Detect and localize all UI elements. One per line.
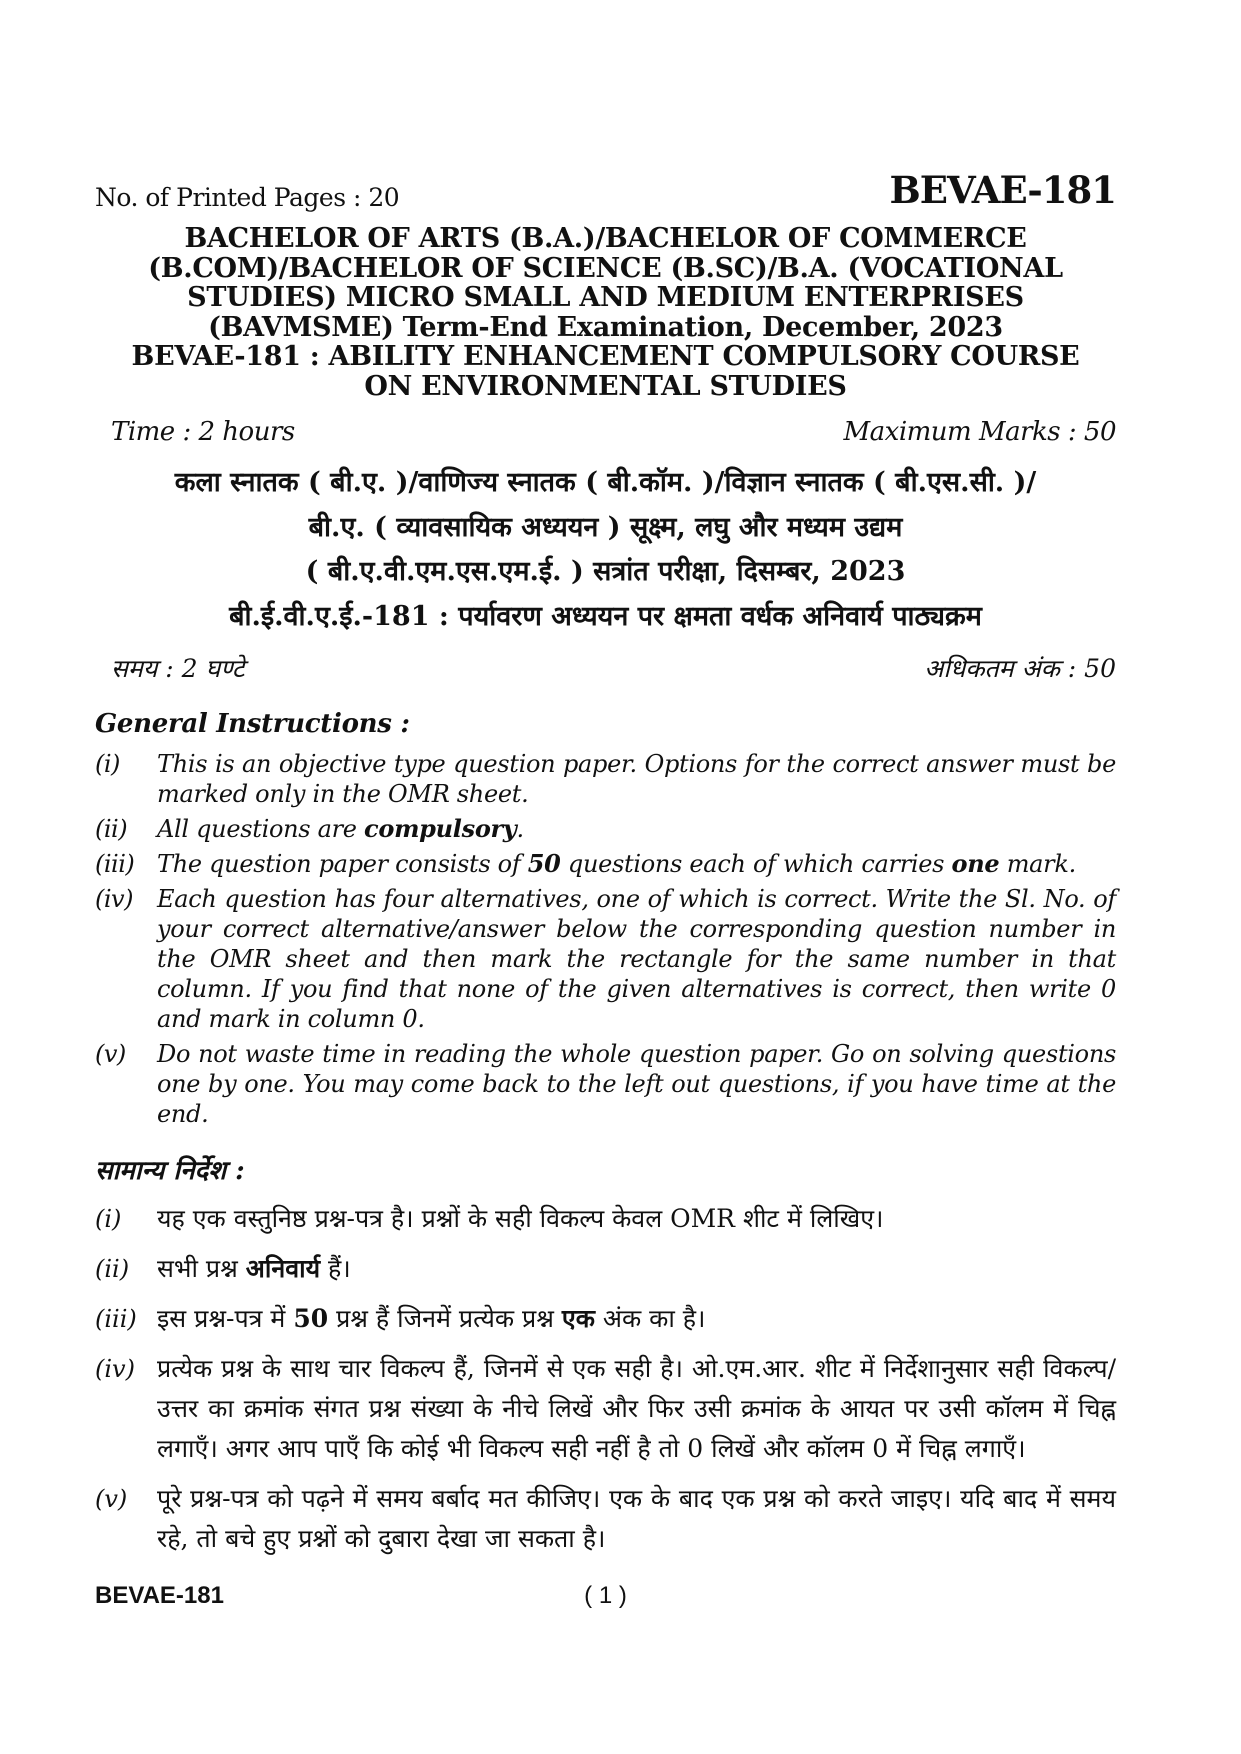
footer-paper-code: BEVAE-181 (95, 1582, 224, 1609)
instruction-segment: प्रश्न हैं जिनमें प्रत्येक प्रश्न (328, 1304, 562, 1333)
instruction-text (157, 814, 1116, 844)
instruction-item (95, 814, 1116, 844)
instruction-number: (ii) (95, 1255, 130, 1283)
general-instructions-heading: General Instructions : (95, 709, 410, 739)
instruction-number: (v) (95, 1040, 126, 1068)
instruction-segment: All questions are (157, 815, 365, 843)
instruction-segment: इस प्रश्न-पत्र में (157, 1304, 294, 1333)
instruction-item (95, 849, 1116, 879)
instruction-segment: प्रत्येक प्रश्न के साथ चार विकल्प हैं, जिनमें से एक सही है। ओ.एम.आर. शीट में निर्देशानुसार सही विकल्प/उत्तर का क्रमांक संगत प्रश्न संख्या के नीचे लिखें और फिर उसी क्रमांक के आयत पर उसी कॉलम में चिह्न लगाएँ। अगर आप पाएँ कि कोई भी विकल्प सही नहीं है तो 0 लिखें और कॉलम 0 में चिह्न लगाएँ। (157, 1354, 1116, 1463)
instruction-number: (i) (95, 1205, 122, 1233)
hindi-title-block (95, 461, 1116, 639)
maximum-marks-label: Maximum Marks : 50 (843, 417, 1116, 447)
instruction-number: (iii) (95, 850, 135, 878)
instruction-text (157, 749, 1116, 809)
instruction-text (157, 1039, 1116, 1129)
instruction-segment-bold: एक (561, 1304, 595, 1333)
instruction-text (157, 1479, 1116, 1559)
title-line: (BAVMSME) Term-End Examination, December, 2023 (208, 311, 1003, 343)
instruction-segment: questions each of which carries (560, 850, 952, 878)
instruction-item (95, 884, 1116, 1034)
instruction-segment: mark. (999, 850, 1076, 878)
instruction-item (95, 1039, 1116, 1129)
english-instructions-list (95, 749, 1116, 1129)
instruction-segment-bold: 50 (293, 1304, 329, 1333)
instruction-segment-bold: one (951, 849, 1000, 878)
instruction-segment: This is an objective type question paper. Options for the correct answer must be marked only in the OMR sheet. (157, 750, 1116, 808)
title-line-hindi: ( बी.ए.वी.एम.एस.एम.ई. ) सत्रांत परीक्षा, दिसम्बर, 2023 (305, 556, 906, 587)
instruction-item (95, 749, 1116, 809)
title-line: (B.COM)/BACHELOR OF SCIENCE (B.SC)/B.A. (VOCATIONAL (148, 252, 1063, 284)
instruction-text (157, 1299, 1116, 1339)
instruction-segment: पूरे प्रश्न-पत्र को पढ़ने में समय बर्बाद मत कीजिए। एक के बाद एक प्रश्न को करते जाइए। यदि बाद में समय रहे, तो बचे हुए प्रश्नों को दुबारा देखा जा सकता है। (157, 1484, 1116, 1553)
instruction-text (157, 849, 1116, 879)
maximum-marks-label-hindi: अधिकतम अंक : 50 (924, 654, 1116, 683)
paper-code-heading: BEVAE-181 (889, 168, 1116, 212)
instruction-text (157, 1249, 1116, 1289)
title-line: STUDIES) MICRO SMALL AND MEDIUM ENTERPRISES (187, 282, 1024, 313)
instruction-segment: . (516, 815, 524, 843)
title-line-hindi: कला स्नातक ( बी.ए. )/वाणिज्य स्नातक ( बी.कॉम. )/विज्ञान स्नातक ( बी.एस.सी. )/ (174, 467, 1037, 498)
instruction-segment-bold: अनिवार्य (245, 1254, 321, 1283)
instruction-number: (iv) (95, 885, 133, 913)
instruction-text (157, 1349, 1116, 1469)
title-line: BEVAE-181 : ABILITY ENHANCEMENT COMPULSORY COURSE (131, 341, 1080, 372)
title-line: BACHELOR OF ARTS (B.A.)/BACHELOR OF COMMERCE (184, 223, 1027, 254)
instruction-number: (i) (95, 750, 120, 778)
instruction-segment: यह एक वस्तुनिष्ठ प्रश्न-पत्र है। प्रश्नों के सही विकल्प केवल OMR शीट में लिखिए। (157, 1204, 884, 1233)
title-line-hindi: बी.ए. ( व्यावसायिक अध्ययन ) सूक्ष्म, लघु और मध्यम उद्यम (308, 511, 903, 543)
printed-pages-note: No. of Printed Pages : 20 (95, 183, 400, 212)
time-allowed-label-hindi: समय : 2 घण्टे (111, 654, 245, 683)
instruction-segment: Do not waste time in reading the whole question paper. Go on solving questions one by one. You may come back to the left out questions, if you have time at the end. (157, 1040, 1116, 1128)
english-title-block (95, 224, 1116, 401)
title-line: ON ENVIRONMENTAL STUDIES (364, 370, 847, 402)
instruction-item-hindi (95, 1349, 1116, 1469)
instruction-number: (iv) (95, 1355, 135, 1383)
page-number: ( 1 ) (584, 1582, 627, 1609)
instruction-item-hindi (95, 1479, 1116, 1559)
instruction-number: (iii) (95, 1305, 137, 1333)
title-line-hindi: बी.ई.वी.ए.ई.-181 : पर्यावरण अध्ययन पर क्षमता वर्धक अनिवार्य पाठ्यक्रम (229, 600, 982, 632)
time-allowed-label: Time : 2 hours (111, 417, 295, 447)
page-header (95, 168, 1116, 212)
instruction-segment: हैं। (320, 1254, 351, 1283)
instruction-text (157, 1199, 1116, 1239)
general-instructions-heading-hindi: सामान्य निर्देश : (95, 1156, 245, 1186)
instruction-number: (ii) (95, 815, 128, 843)
instruction-segment: अंक का है। (594, 1304, 706, 1333)
instruction-segment-bold: compulsory (364, 814, 517, 843)
instruction-item-hindi (95, 1249, 1116, 1289)
instruction-segment: Each question has four alternatives, one of which is correct. Write the Sl. No. of your correct alternative/answer below the corresponding question number in the OMR sheet and then mark the rectangle for the same number in that column. If you find that none of the given alternatives is correct, then write 0 and mark in column 0. (157, 885, 1116, 1033)
instruction-number: (v) (95, 1485, 128, 1513)
instruction-segment: The question paper consists of (157, 850, 528, 878)
instruction-item-hindi (95, 1299, 1116, 1339)
instruction-segment: सभी प्रश्न (157, 1254, 246, 1283)
instruction-text (157, 884, 1116, 1034)
time-marks-row-english (95, 417, 1116, 447)
instruction-segment-bold: 50 (527, 849, 561, 878)
instruction-item-hindi (95, 1199, 1116, 1239)
time-marks-row-hindi (95, 651, 1116, 685)
hindi-instructions-list (95, 1199, 1116, 1559)
